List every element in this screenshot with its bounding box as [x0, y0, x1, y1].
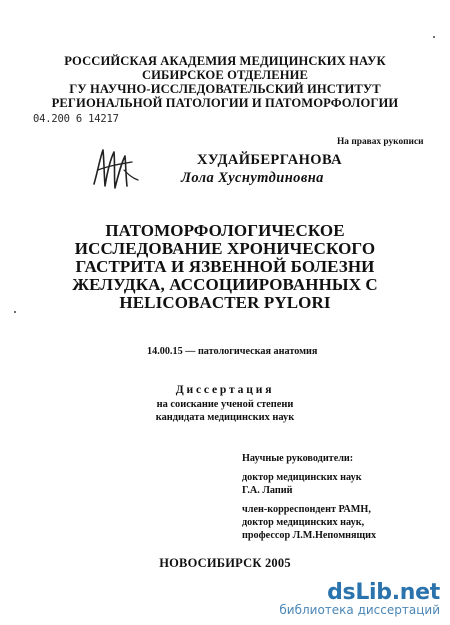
city-year: НОВОСИБИРСК 2005 — [159, 556, 291, 570]
institution-line: СИБИРСКОЕ ОТДЕЛЕНИЕ — [141, 68, 309, 82]
rights-note: На правах рукописи — [337, 137, 424, 147]
scan-speck — [14, 311, 16, 313]
handwritten-signature — [88, 140, 146, 198]
dissertation-line: на соискание ученой степени — [156, 399, 294, 410]
institution-line: ГУ НАУЧНО-ИССЛЕДОВАТЕЛЬСКИЙ ИНСТИТУТ — [69, 82, 381, 96]
title-line: ГАСТРИТА И ЯЗВЕННОЙ БОЛЕЗНИ — [75, 257, 375, 276]
specialty-code: 14.00.15 — патологическая анатомия — [147, 346, 318, 357]
institution-line: РЕГИОНАЛЬНОЙ ПАТОЛОГИИ И ПАТОМОРФОЛОГИИ — [51, 96, 399, 110]
title-line: ПАТОМОРФОЛОГИЧЕСКОЕ — [105, 221, 345, 240]
title-line: ЖЕЛУДКА, АССОЦИИРОВАННЫХ С — [72, 275, 378, 294]
title-line: ИССЛЕДОВАНИЕ ХРОНИЧЕСКОГО — [74, 239, 376, 258]
supervisor-line: доктор медицинских наук — [242, 472, 362, 483]
library-stamp-number: 04.200 6 14217 — [33, 113, 119, 125]
watermark-tagline: библиотека диссертаций — [279, 603, 440, 617]
supervisors-heading: Научные руководители: — [242, 453, 354, 464]
scan-speck — [433, 36, 435, 38]
supervisor-line: доктор медицинских наук, — [242, 517, 365, 528]
supervisor-line: Г.А. Лапий — [242, 485, 293, 496]
watermark-logo: dsLib.net — [327, 580, 440, 605]
institution-line: РОССИЙСКАЯ АКАДЕМИЯ МЕДИЦИНСКИХ НАУК — [64, 54, 386, 68]
dissertation-heading: Диссертация — [175, 383, 275, 396]
dissertation-line: кандидата медицинских наук — [155, 412, 295, 423]
supervisor-line: член-корреспондент РАМН, — [242, 504, 371, 515]
supervisor-line: профессор Л.М.Непомнящих — [242, 530, 377, 541]
author-given-names: Лола Хуснутдиновна — [181, 170, 324, 186]
title-line: HELICOBACTER PYLORI — [119, 293, 331, 312]
author-surname: ХУДАЙБЕРГАНОВА — [197, 152, 342, 168]
